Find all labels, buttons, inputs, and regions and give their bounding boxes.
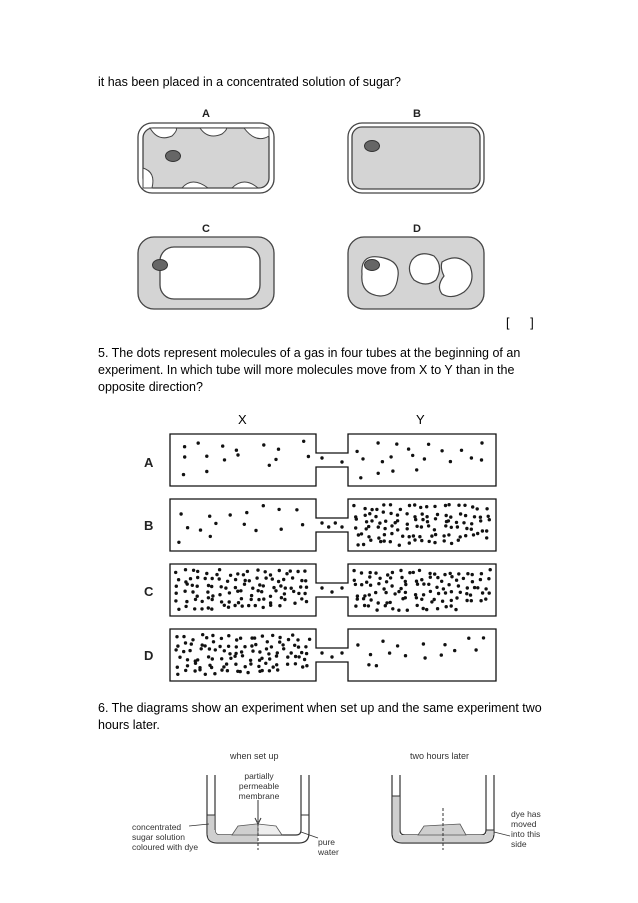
q5-question: 5. The dots represent molecules of a gas in four tubes at the beginning of an experiment. In which tube will more molecules move from X to Y than in the opposite direction?: [98, 346, 521, 394]
q6-question: 6. The diagrams show an experiment when set up and the same experiment two hours later.: [98, 701, 542, 732]
membrane-label: [234, 771, 284, 801]
tube-label-d: D: [144, 648, 154, 663]
membrane-label-line-3: membrane: [238, 791, 280, 801]
right-title: two hours later: [410, 751, 470, 761]
tube-label-b: B: [144, 518, 154, 533]
dye-label-line-3: into this: [511, 829, 541, 839]
dye-label-line-1: dye has: [511, 809, 541, 819]
u-tube-two-hours-later: [392, 775, 510, 850]
membrane-label-line-1: partially: [244, 771, 274, 781]
dye-label-line-2: moved: [511, 819, 537, 829]
solution-label-line-2: sugar solution: [132, 832, 185, 842]
tube-label-c: C: [144, 584, 154, 599]
cell-label-c: C: [202, 223, 210, 235]
cell-label-a: A: [202, 108, 210, 120]
water-label-line-1: pure: [318, 837, 336, 847]
cell-label-b: B: [413, 108, 421, 120]
q4-intro: it has been placed in a concentrated solution of sugar?: [98, 75, 401, 89]
answer-box[interactable]: [ ]: [506, 316, 534, 330]
dye-label: [511, 809, 541, 849]
water-label-line-2: water: [318, 847, 339, 857]
tube-label-a: A: [144, 455, 154, 470]
solution-label: [132, 822, 198, 852]
solution-label-line-3: coloured with dye: [132, 842, 199, 852]
left-title: when set up: [230, 751, 279, 761]
membrane-label-line-2: permeable: [238, 781, 280, 791]
water-label: [318, 837, 339, 857]
y-label: Y: [416, 412, 425, 427]
solution-label-line-1: concentrated: [132, 822, 182, 832]
x-label: X: [238, 412, 247, 427]
cell-label-d: D: [413, 223, 421, 235]
dye-label-line-4: side: [511, 839, 527, 849]
